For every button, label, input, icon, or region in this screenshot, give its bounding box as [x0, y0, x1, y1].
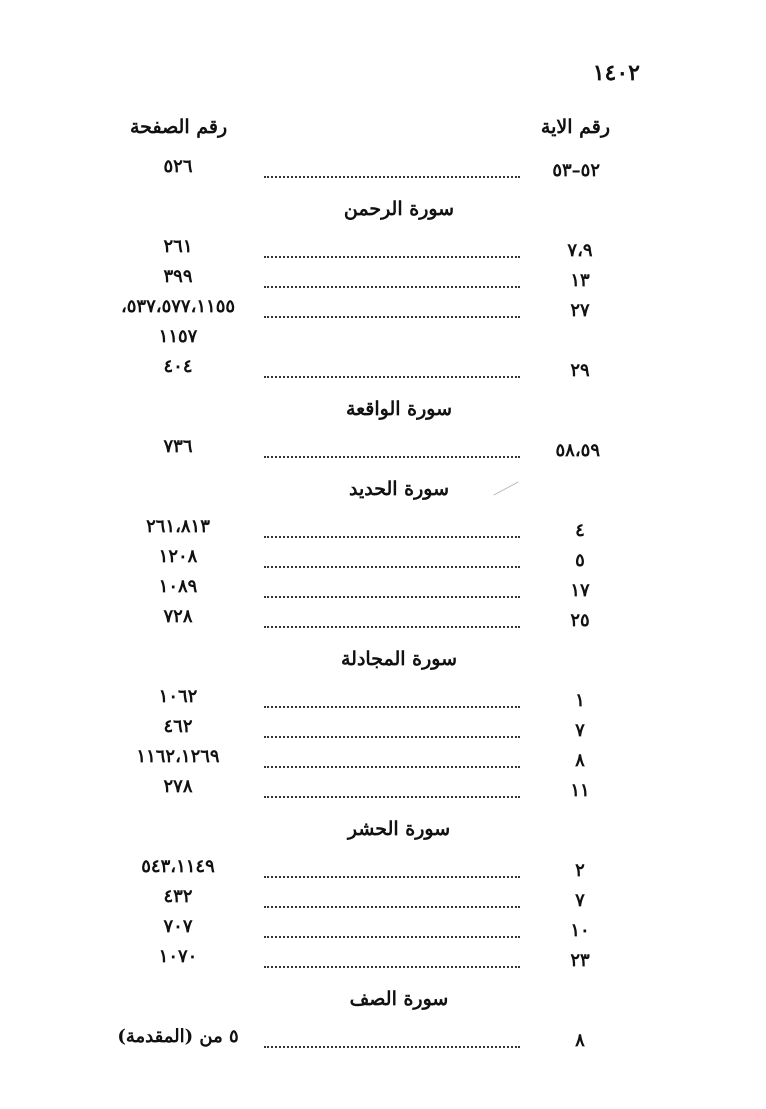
surah-title: [0, 398, 766, 420]
surah-title-text: سورة الحشر: [347, 818, 451, 840]
dot-leader: [264, 926, 520, 938]
surah-title-text: سورة الواقعة: [345, 398, 453, 420]
surah-title-text: سورة الحديد: [348, 478, 450, 500]
page-references: ٧٢٨: [163, 606, 193, 627]
surah-heading: [0, 466, 766, 516]
verse-number: ٥: [575, 550, 585, 571]
verse-number: ٢٧: [570, 300, 590, 321]
surah-heading: [0, 976, 766, 1026]
index-entry: [0, 436, 766, 466]
verse-number: ٨: [575, 750, 585, 771]
dot-leader: [264, 726, 520, 738]
page-references: ٤٦٢: [163, 716, 193, 737]
surah-heading: [0, 806, 766, 856]
index-entry: [0, 356, 766, 386]
index-entry: [0, 716, 766, 746]
page-references: ٤٣٢: [163, 886, 193, 907]
verse-number: ٢٣: [570, 950, 590, 971]
page-references: ٥٣٧،٥٧٧،١١٥٥،: [120, 296, 236, 317]
verse-number: ٧،٩: [567, 240, 593, 261]
page-column-header: رقم الصفحة: [130, 116, 228, 138]
surah-title-text: سورة المجادلة: [340, 648, 458, 670]
dot-leader: [264, 166, 520, 178]
surah-heading: [0, 636, 766, 686]
index-entry: [0, 916, 766, 946]
page-references: ٣٩٩: [163, 266, 193, 287]
surah-title-text: سورة الرحمن: [343, 198, 455, 220]
page-references: ٤٠٤: [163, 356, 193, 377]
surah-title: [0, 988, 766, 1010]
verse-column-header: رقم الاية: [540, 116, 610, 138]
entry-continuation: [0, 326, 766, 356]
dot-leader: [264, 446, 520, 458]
page-references: ٢٦١: [163, 236, 193, 257]
dot-leader: [264, 586, 520, 598]
verse-number: ١٠: [570, 920, 590, 941]
dot-leader: [264, 366, 520, 378]
index-entry: [0, 516, 766, 546]
index-entry: [0, 776, 766, 806]
dot-leader: [264, 1036, 520, 1048]
index-entry: [0, 746, 766, 776]
index-entry: [0, 856, 766, 886]
index-entry: [0, 546, 766, 576]
page-references: ٢٧٨: [163, 776, 193, 797]
verse-number: ٧: [575, 890, 585, 911]
index-entry: [0, 296, 766, 326]
verse-number: ٢٩: [570, 360, 590, 381]
verse-number: ١: [575, 690, 585, 711]
verse-number: ١١: [570, 780, 590, 801]
page-references: ٥٤٣،١١٤٩: [141, 856, 215, 877]
index-entry: [0, 1026, 766, 1056]
page-references: ٥٢٦: [163, 156, 193, 177]
page-references: ٥ من (المقدمة): [117, 1026, 239, 1047]
surah-title-text: سورة الصف: [349, 988, 449, 1010]
verse-number: ٤: [575, 520, 585, 541]
page-references: ١٠٧٠: [158, 946, 198, 967]
dot-leader: [264, 896, 520, 908]
page-references: ١٠٨٩: [158, 576, 198, 597]
dot-leader: [264, 276, 520, 288]
verse-number: ٧: [575, 720, 585, 741]
dot-leader: [264, 306, 520, 318]
surah-title: [0, 648, 766, 670]
surah-title: [0, 478, 766, 500]
verse-number: ١٧: [570, 580, 590, 601]
dot-leader: [264, 756, 520, 768]
dot-leader: [264, 696, 520, 708]
index-entry: [0, 156, 766, 186]
index-entry: [0, 576, 766, 606]
page-references: ١٠٦٢: [158, 686, 198, 707]
column-headers: [0, 116, 766, 146]
index-entry: [0, 606, 766, 636]
dot-leader: [264, 526, 520, 538]
dot-leader: [264, 866, 520, 878]
index-entry: [0, 266, 766, 296]
page-references: ١١٦٢،١٢٦٩: [136, 746, 220, 767]
page-references: ٧٣٦: [163, 436, 193, 457]
page-references: ١٢٠٨: [158, 546, 198, 567]
dot-leader: [264, 556, 520, 568]
page-references: ١١٥٧: [158, 326, 198, 347]
index-entry: [0, 236, 766, 266]
index-entry: [0, 686, 766, 716]
verse-number: ١٣: [570, 270, 590, 291]
page-references: ٧٠٧: [163, 916, 193, 937]
surah-title: [0, 198, 766, 220]
surah-heading: [0, 186, 766, 236]
verse-number: ٥٢–٥٣: [552, 160, 600, 181]
page-number: ١٤٠٢: [592, 60, 640, 86]
index-entry: [0, 946, 766, 976]
verse-number: ٢٥: [570, 610, 590, 631]
surah-title: [0, 818, 766, 840]
index-entry: [0, 886, 766, 916]
page-references: ٢٦١،٨١٣: [146, 516, 210, 537]
surah-heading: [0, 386, 766, 436]
dot-leader: [264, 786, 520, 798]
verse-number: ٨: [575, 1030, 585, 1051]
verse-number: ٢: [575, 860, 585, 881]
index-entries: [0, 156, 766, 1056]
dot-leader: [264, 956, 520, 968]
dot-leader: [264, 616, 520, 628]
verse-number: ٥٨،٥٩: [555, 440, 600, 461]
dot-leader: [264, 246, 520, 258]
